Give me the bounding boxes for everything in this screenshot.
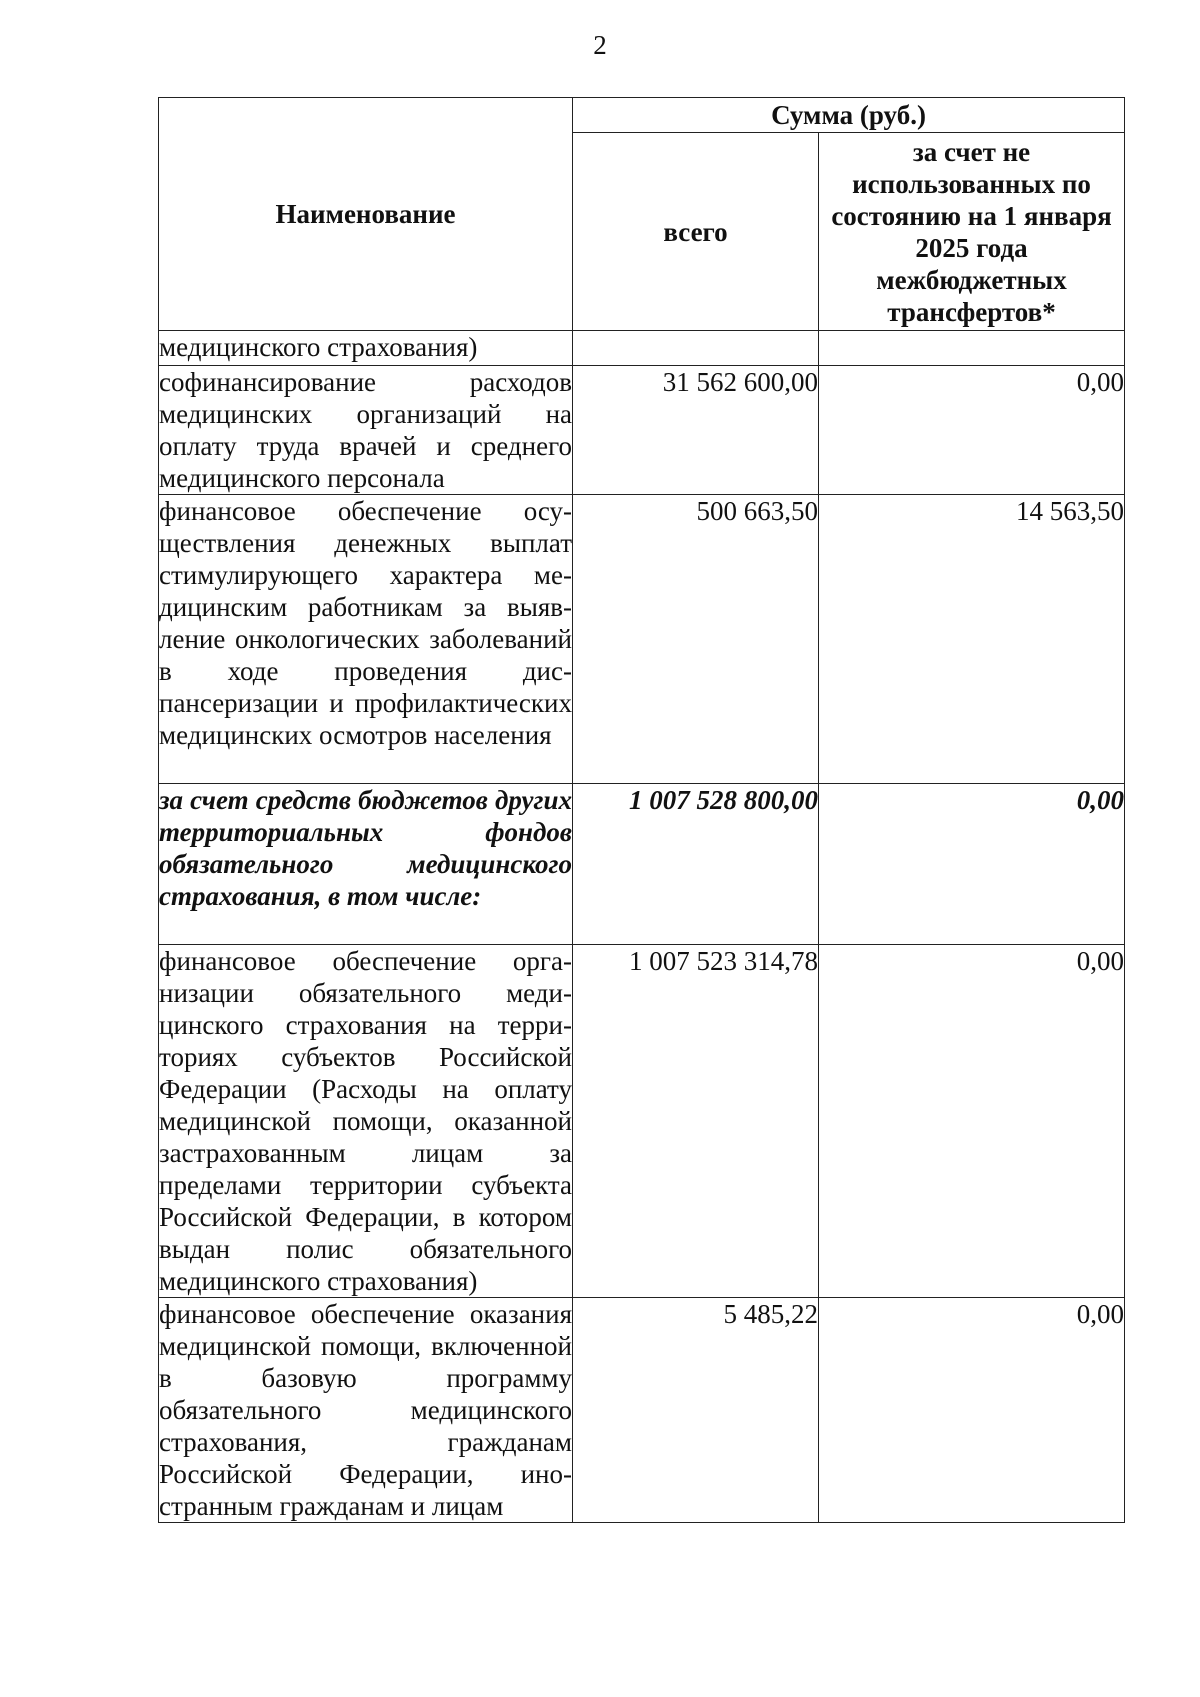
table-header bbox=[159, 98, 1125, 331]
budget-table bbox=[158, 97, 1125, 1523]
table-row bbox=[159, 945, 1125, 1298]
table-row bbox=[159, 1298, 1125, 1523]
row-total: 1 007 523 314,78 bbox=[573, 945, 819, 1298]
row-unused: 14 563,50 bbox=[819, 495, 1125, 784]
row-unused: 0,00 bbox=[819, 784, 1125, 945]
row-total bbox=[573, 331, 819, 366]
row-total: 500 663,50 bbox=[573, 495, 819, 784]
table-row bbox=[159, 366, 1125, 495]
row-name: софинансирование расходов медицинских организаций на оплату труда врачей и среднего медицинского персонала bbox=[159, 367, 572, 493]
row-total: 5 485,22 bbox=[573, 1298, 819, 1523]
header-total: всего bbox=[573, 133, 819, 331]
row-unused bbox=[819, 331, 1125, 366]
row-name: медицинского страхования) bbox=[159, 331, 573, 366]
table-row bbox=[159, 331, 1125, 366]
row-name: финансовое обеспечение осуществления денежных выплат стимулирующего характера медицинским работникам за выявление онкологических заболеваний в ходе проведения диспансеризации и профилактических медицинских осмотров населения bbox=[159, 495, 573, 784]
table-row-subtotal bbox=[159, 784, 1125, 945]
header-unused-transfers: за счет не использованных по состоянию на 1 января 2025 года межбюджетных трансфертов* bbox=[819, 133, 1125, 331]
row-name: финансовое обеспечение организации обязательного медицинского страхования на территориях субъектов Российской Федерации (Расходы на оплату медицинской помощи, оказанной застрахованным лицам за пределами территории субъекта Российской Федерации, в котором выдан полис обязательного медицинского страхования) bbox=[159, 946, 572, 1296]
row-total: 1 007 528 800,00 bbox=[573, 784, 819, 945]
header-name: Наименование bbox=[159, 98, 573, 331]
row-unused: 0,00 bbox=[819, 366, 1125, 495]
page-number: 2 bbox=[593, 30, 607, 60]
row-unused: 0,00 bbox=[819, 945, 1125, 1298]
table-row bbox=[159, 495, 1125, 784]
row-unused: 0,00 bbox=[819, 1298, 1125, 1523]
row-total: 31 562 600,00 bbox=[573, 366, 819, 495]
table-body bbox=[159, 331, 1125, 1523]
row-name: финансовое обеспечение оказания медицинской помощи, включенной в базовую программу обязательного медицинского страхования, гражданам Российской Федерации, иностранным гражданам и лицам bbox=[159, 1299, 572, 1521]
row-name: за счет средств бюджетов других территориальных фондов обязательного медицинского страхования, в том числе: bbox=[159, 784, 573, 945]
header-summa: Сумма (руб.) bbox=[573, 98, 1125, 133]
